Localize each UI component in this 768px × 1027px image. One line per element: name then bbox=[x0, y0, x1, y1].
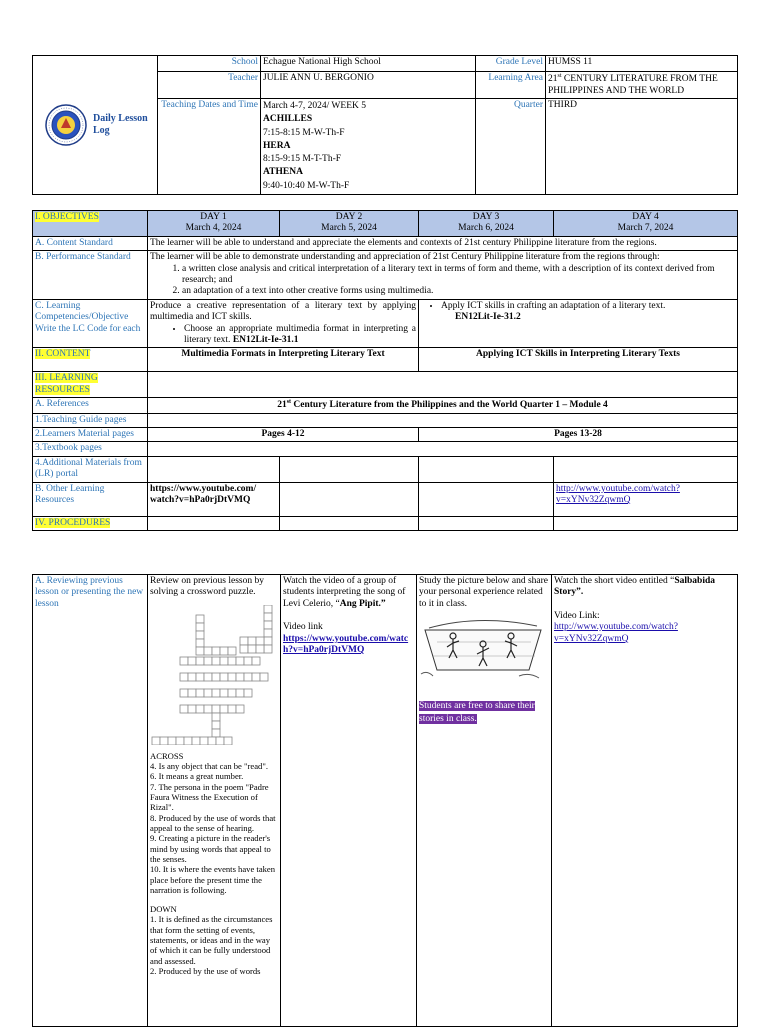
section-name: ATHENA bbox=[263, 167, 303, 178]
procedures-day bbox=[280, 516, 419, 530]
day-label: DAY 2 bbox=[335, 212, 363, 222]
day-date: March 4, 2024 bbox=[185, 223, 242, 234]
day4-video-title: Salbabida Story bbox=[554, 576, 715, 598]
day4-link-label: Video Link: bbox=[554, 610, 600, 621]
competencies-right bbox=[419, 299, 738, 348]
additional-materials-label: 4.Additional Materials from (LR) portal bbox=[33, 456, 148, 482]
day-header bbox=[554, 211, 738, 237]
across-clue: 7. The persona in the poem "Padre Faura Witness the Execution of Rizal". bbox=[150, 781, 269, 813]
section-name: HERA bbox=[263, 140, 291, 151]
learners-material-right: Pages 13-28 bbox=[419, 428, 738, 442]
dates-value bbox=[261, 98, 476, 194]
performance-intro: The learner will be able to demonstrate understanding and appreciation of 21st Century Philippine literature from the regions through: bbox=[150, 252, 660, 263]
area-suffix: st bbox=[557, 73, 562, 79]
day-header bbox=[419, 211, 554, 237]
across-title: ACROSS bbox=[150, 750, 184, 761]
day2-video-link[interactable]: https://www.youtube.com/watch?v=hPa0rjDtVMQ bbox=[283, 633, 409, 655]
day2-intro bbox=[283, 576, 414, 610]
other-resources-link[interactable]: http://www.youtube.com/watch? v=xYNv32ZqwmQ bbox=[556, 483, 680, 505]
day3-intro: Study the picture below and share your personal experience related to it in class. bbox=[419, 576, 549, 609]
day-date: March 5, 2024 bbox=[321, 223, 377, 234]
resources-empty bbox=[148, 372, 738, 398]
content-standard: The learner will be able to understand and appreciate the elements and contexts of 21st century Philippine literature from the regions. bbox=[148, 236, 738, 250]
additional-materials-day bbox=[554, 456, 738, 482]
across-clue: 4. Is any object that can be "read". bbox=[150, 761, 268, 772]
other-resources-day1: https://www.youtube.com/ watch?v=hPa0rjDtVMQ bbox=[148, 482, 280, 516]
day-date: March 6, 2024 bbox=[458, 223, 514, 234]
day2-intro-text: Watch the video of a group of students interpreting the song of Levi Celerio, “ bbox=[283, 576, 406, 609]
log-title: Daily Lesson Log bbox=[93, 113, 148, 136]
day4-review bbox=[552, 575, 738, 1027]
area-title: CENTURY LITERATURE FROM THE PHILIPPINES AND THE WORLD bbox=[548, 74, 718, 96]
day4-video-link[interactable]: http://www.youtube.com/watch? v=xYNv32ZqwmQ bbox=[554, 622, 678, 644]
grade-value: HUMSS 11 bbox=[546, 56, 738, 72]
day2-link-label: Video link bbox=[283, 622, 323, 633]
crossword-puzzle bbox=[150, 605, 274, 745]
section-name: ACHILLES bbox=[263, 114, 313, 125]
performance-standard-label: B. Performance Standard bbox=[33, 251, 148, 300]
content-label bbox=[33, 348, 148, 372]
review-label: A. Reviewing previous lesson or presenting the new lesson bbox=[33, 575, 148, 1027]
dates-label: Teaching Dates and Time bbox=[158, 98, 261, 194]
procedures-table bbox=[32, 574, 738, 1027]
day-date: March 7, 2024 bbox=[617, 223, 674, 234]
competency-code: EN12Lit-Ie-31.2 bbox=[455, 312, 521, 323]
ref-number: 21 bbox=[277, 400, 287, 411]
procedures-label bbox=[33, 516, 148, 530]
procedures-day bbox=[148, 516, 280, 530]
additional-materials-day bbox=[280, 456, 419, 482]
day-label: DAY 3 bbox=[472, 212, 500, 222]
area-label: Learning Area bbox=[476, 72, 546, 99]
teacher-label: Teacher bbox=[158, 72, 261, 99]
day-header bbox=[280, 211, 419, 237]
down-clue: 2. Produced by the use of words bbox=[150, 966, 261, 977]
textbook-label: 3.Textbook pages bbox=[33, 442, 148, 456]
textbook-value bbox=[148, 442, 738, 456]
day4-intro bbox=[554, 576, 735, 599]
across-clue: 6. It means a great number. bbox=[150, 771, 244, 782]
competencies-left bbox=[148, 299, 419, 348]
day1-intro: Review on previous lesson by solving a crossword puzzle. bbox=[150, 576, 264, 598]
other-resources-day4 bbox=[554, 482, 738, 516]
across-clue: 10. It is where the events have taken place before the present time the narration is following. bbox=[150, 864, 276, 895]
quarter-value: THIRD bbox=[546, 98, 738, 194]
across-clue: 8. Produced by the use of words that appeal to the sense of hearing. bbox=[150, 812, 276, 833]
procedures-day bbox=[419, 516, 554, 530]
day-label: DAY 1 bbox=[200, 212, 227, 222]
header-table bbox=[32, 55, 738, 195]
day4-intro-text: Watch the short video entitled “ bbox=[554, 576, 675, 586]
down-clue: 1. It is defined as the circumstances that form the setting of events, statements, or ideas and in the way of which it can be fully understood and assessed. bbox=[150, 914, 273, 966]
area-number: 21 bbox=[548, 74, 558, 85]
logo-cell bbox=[33, 56, 158, 195]
plan-table bbox=[32, 210, 738, 531]
dates-week: March 4-7, 2024/ WEEK 5 bbox=[263, 100, 366, 111]
content-right: Applying ICT Skills in Interpreting Literary Texts bbox=[419, 348, 738, 372]
section-time: 7:15-8:15 M-W-Th-F bbox=[263, 127, 345, 138]
section-time: 8:15-9:15 M-T-Th-F bbox=[263, 154, 342, 165]
grade-label: Grade Level bbox=[476, 56, 546, 72]
down-title: DOWN bbox=[150, 904, 177, 915]
competency-bullet-text: Choose an appropriate multimedia format in interpreting a literary text. bbox=[184, 323, 416, 345]
resources-label-text: III. LEARNING RESOURCES bbox=[35, 373, 98, 395]
competency-bullet bbox=[184, 324, 416, 347]
day1-review bbox=[148, 575, 281, 1027]
day-label: DAY 4 bbox=[632, 212, 659, 222]
other-resources-day3 bbox=[419, 482, 554, 516]
school-label: School bbox=[158, 56, 261, 72]
other-resources-day2 bbox=[280, 482, 419, 516]
day2-quote-close: ” bbox=[380, 598, 386, 609]
content-label-text: II. CONTENT bbox=[35, 349, 91, 360]
day2-review bbox=[281, 575, 417, 1027]
content-standard-label: A. Content Standard bbox=[33, 236, 148, 250]
teacher-value: JULIE ANN U. BERGONIO bbox=[261, 72, 476, 99]
performance-standard bbox=[148, 251, 738, 300]
learners-material-label: 2.Learners Material pages bbox=[33, 428, 148, 442]
content-left: Multimedia Formats in Interpreting Literary Text bbox=[148, 348, 419, 372]
day3-note: Students are free to share their stories in class. bbox=[419, 701, 535, 724]
objectives-label bbox=[33, 211, 148, 237]
section-time: 9:40-10:40 M-W-Th-F bbox=[263, 180, 350, 191]
resources-label bbox=[33, 372, 148, 398]
teaching-guide-value bbox=[148, 413, 738, 427]
across-clue: 9. Creating a picture in the reader's mind by using words that appeal to the senses. bbox=[150, 833, 271, 864]
competency-code: EN12Lit-Ie-31.1 bbox=[232, 334, 299, 345]
other-resources-label: B. Other Learning Resources bbox=[33, 482, 148, 516]
additional-materials-day bbox=[419, 456, 554, 482]
references-label: A. References bbox=[33, 398, 148, 414]
additional-materials-day bbox=[148, 456, 280, 482]
performance-item: 2. an adaptation of a text into other creative forms using multimedia. bbox=[182, 286, 735, 297]
learners-material-left: Pages 4-12 bbox=[148, 428, 419, 442]
quarter-label: Quarter bbox=[476, 98, 546, 194]
objectives-text: I. OBJECTIVES bbox=[35, 212, 99, 222]
day4-quote-close: ”. bbox=[576, 587, 584, 598]
school-value: Echague National High School bbox=[261, 56, 476, 72]
deped-seal-icon bbox=[45, 104, 87, 146]
ref-suffix: st bbox=[286, 399, 292, 406]
procedures-label-text: IV. PROCEDURES bbox=[35, 517, 111, 528]
procedures-day bbox=[554, 516, 738, 530]
competency-text: Produce a creative representation of a literary text by applying multimedia and ICT skills. bbox=[150, 300, 416, 323]
day-header bbox=[148, 211, 280, 237]
competency-bullet: • Apply ICT skills in crafting an adaptation of a literary text. bbox=[441, 301, 735, 312]
references-value bbox=[148, 398, 738, 414]
area-value bbox=[546, 72, 738, 99]
ref-title: Century Literature from the Philippines and the World Quarter 1 – Module 4 bbox=[291, 400, 608, 411]
competencies-label: C. Learning Competencies/Objective Write the LC Code for each bbox=[33, 299, 148, 348]
children-playing-illustration bbox=[419, 614, 543, 684]
day3-review bbox=[417, 575, 552, 1027]
day2-song-title: Ang Pipit. bbox=[339, 598, 381, 609]
performance-item: 1. a written close analysis and critical interpretation of a literary text in terms of form and theme, with a description of its context derived from research; and bbox=[182, 264, 735, 287]
teaching-guide-label: 1.Teaching Guide pages bbox=[33, 413, 148, 427]
